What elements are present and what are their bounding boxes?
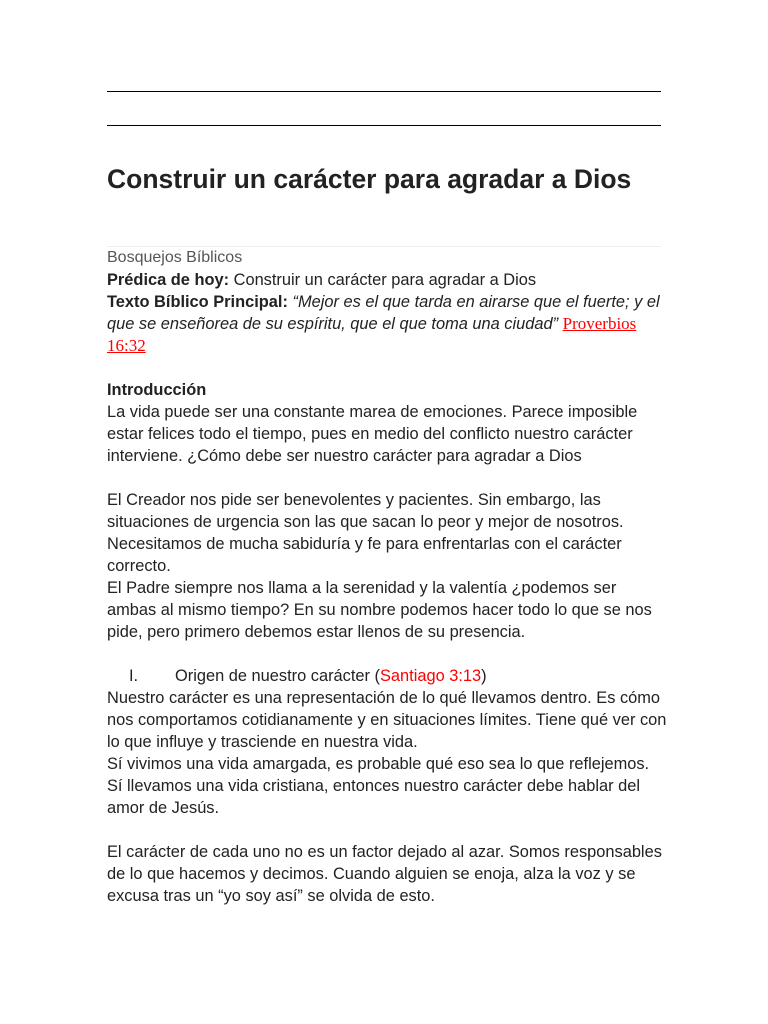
- intro-heading-text: Introducción: [107, 381, 207, 399]
- section-1-paragraph-1: Nuestro carácter es una representación de lo qué llevamos dentro. Es cómo nos comportamos cotidianamente y en situaciones límites. Tiene qué ver con lo que influye y trasciende en nuestra vida.: [107, 689, 667, 751]
- predica-label: Prédica de hoy:: [107, 271, 230, 289]
- article-body: [107, 247, 667, 907]
- section-1-number: I.: [129, 667, 139, 685]
- predica-line: [107, 269, 667, 291]
- intro-paragraph-3: El Padre siempre nos llama a la serenidad y la valentía ¿podemos ser ambas al mismo tiempo? En su nombre podemos hacer todo lo que se nos pide, pero primero debemos estar llenos de su presencia.: [107, 579, 652, 641]
- section-1-close-paren: ): [481, 667, 487, 685]
- section-1-paragraph-2: Sí vivimos una vida amargada, es probable qué eso sea lo que reflejemos. Sí llevamos una vida cristiana, entonces nuestro carácter debe hablar del amor de Jesús.: [107, 755, 650, 817]
- texto-biblico-line: [107, 291, 667, 357]
- section-1-title: [175, 665, 487, 687]
- intro-paragraph-2: El Creador nos pide ser benevolentes y pacientes. Sin embargo, las situaciones de urgencia son las que sacan lo peor y mejor de nosotros. Necesitamos de mucha sabiduría y fe para enfrentarlas con el carácter correcto.: [107, 491, 624, 575]
- page-title: Construir un carácter para agradar a Dios: [107, 164, 632, 194]
- intro-paragraph-1: La vida puede ser una constante marea de emociones. Parece imposible estar felices todo el tiempo, pues en medio del conflicto nuestro carácter interviene. ¿Cómo debe ser nuestro carácter para agradar a Dios: [107, 403, 638, 465]
- section-1-heading: [107, 665, 667, 687]
- category-label: Bosquejos Bíblicos: [107, 249, 243, 266]
- intro-heading: [107, 379, 667, 401]
- santiago-link[interactable]: Santiago 3:13: [379, 667, 482, 685]
- predica-value: Construir un carácter para agradar a Dios: [229, 271, 537, 289]
- texto-quote: “Mejor es el que tarda en airarse que el fuerte; y el que se enseñorea de su espíritu, que el que toma una ciudad”: [107, 293, 660, 333]
- second-rule: [107, 125, 661, 126]
- texto-label: Texto Bíblico Principal:: [107, 293, 288, 311]
- section-1-title-text: Origen de nuestro carácter (: [175, 667, 380, 685]
- proverbios-link[interactable]: Proverbios 16:32: [107, 314, 637, 355]
- section-1-paragraph-3: El carácter de cada uno no es un factor dejado al azar. Somos responsables de lo que hacemos y decimos. Cuando alguien se enoja, alza la voz y se excusa tras un “yo soy así” se olvida de esto.: [107, 843, 662, 905]
- top-rule: [107, 91, 661, 92]
